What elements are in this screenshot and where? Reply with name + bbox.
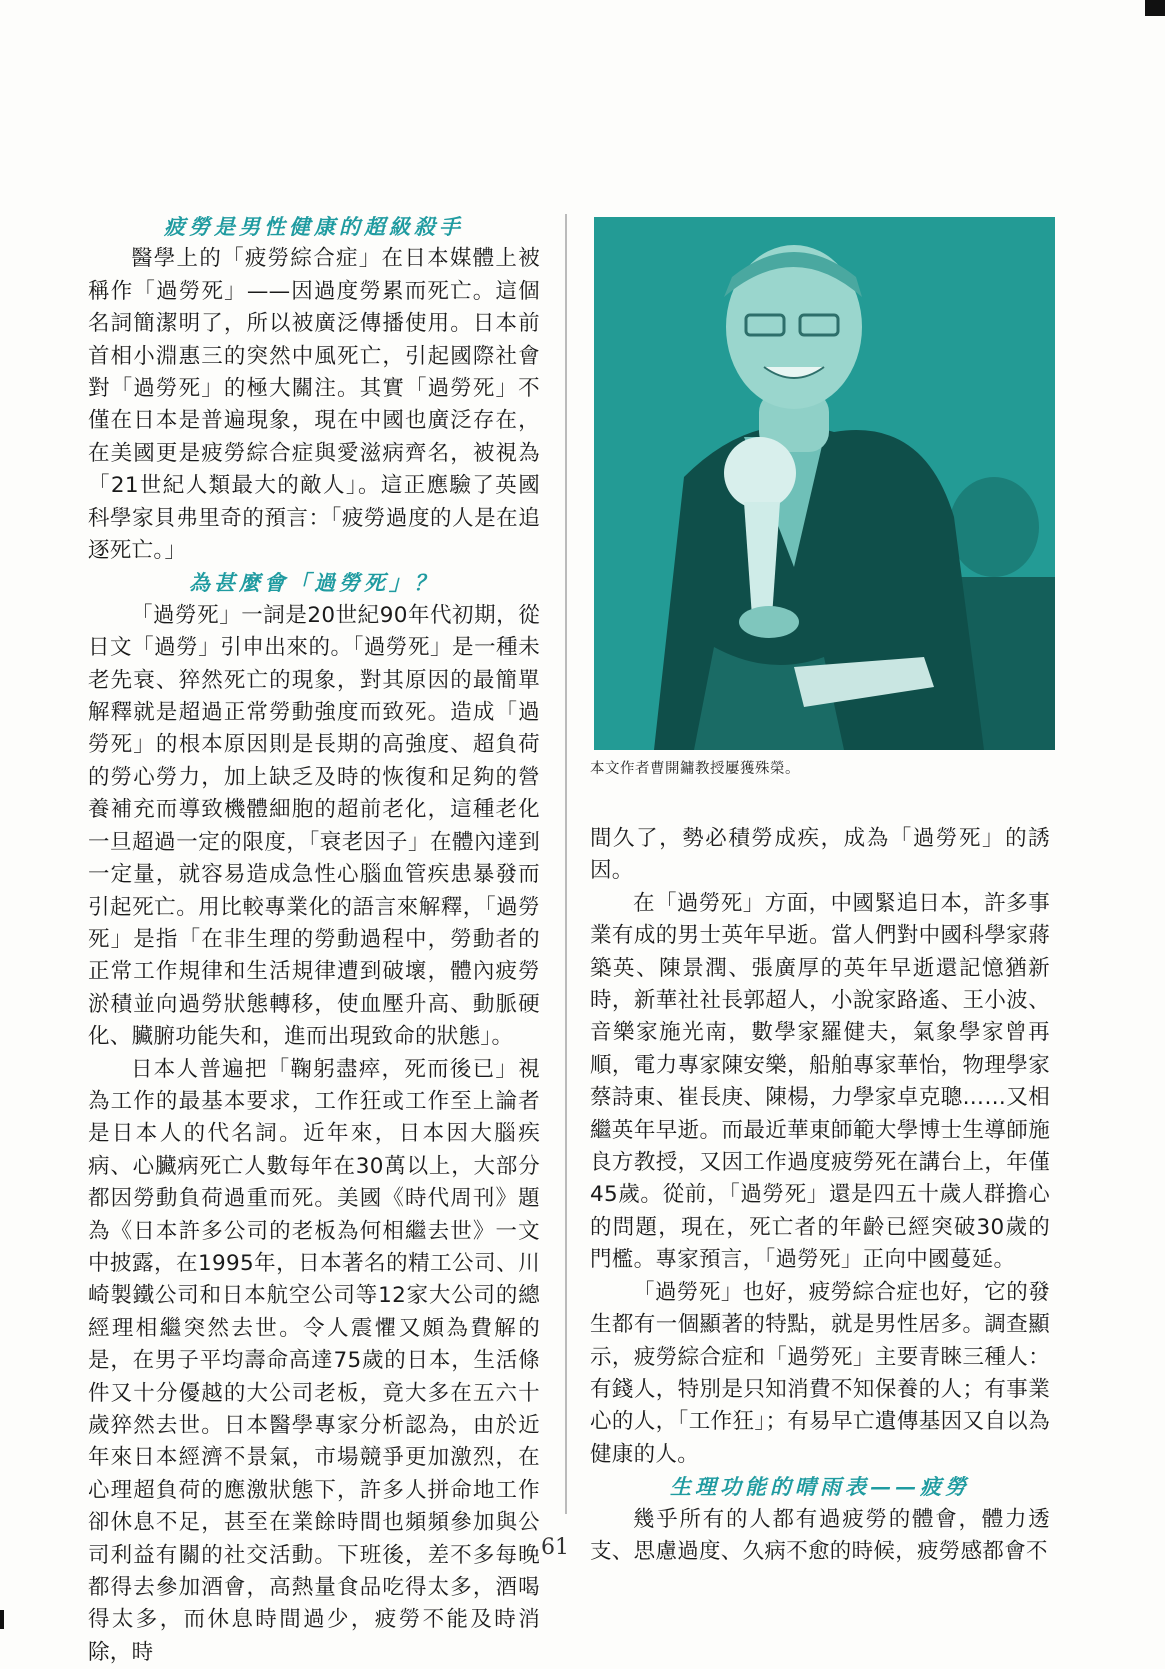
section-heading-why-karoshi: 為甚麼會「過勞死」？ xyxy=(189,570,439,596)
paragraph: 醫學上的「疲勞綜合症」在日本媒體上被稱作「過勞死」——因過度勞累而死亡。這個名詞簡潔明了，所以被廣泛傳播使用。日本前首相小淵惠三的突然中風死亡，引起國際社會對「過勞死」的極大關注。其實「過勞死」不僅在日本是普遍現象，現在中國也廣泛存在，在美國更是疲勞綜合症與愛滋病齊名，被視為「21世紀人類最大的敵人」。這正應驗了英國科學家貝弗里奇的預言：「疲勞過度的人是在追逐死亡。」 xyxy=(88,246,540,564)
article-left-column xyxy=(88,211,540,1669)
paragraph: 「過勞死」也好，疲勞綜合症也好，它的發生都有一個顯著的特點，就是男性居多。調查顯示，疲勞綜合症和「過勞死」主要青睞三種人：有錢人，特別是只知消費不知保養的人；有事業心的人，「工作狂」；有易早亡遺傳基因又自以為健康的人。 xyxy=(590,1279,1050,1467)
paragraph: 間久了，勢必積勞成疾，成為「過勞死」的誘因。 xyxy=(590,826,1050,884)
paragraph: 在「過勞死」方面，中國緊追日本，許多事業有成的男士英年早逝。當人們對中國科學家蔣築英、陳景潤、張廣厚的英年早逝還記憶猶新時，新華社社長郭超人，小說家路遙、王小波、音樂家施光南，數學家羅健夫，氣象學家曾再順，電力專家陳安樂，船舶專家華怡，物理學家蔡詩東、崔長庚、陳楊，力學家卓克聰……又相繼英年早逝。而最近華東師範大學博士生導師施良方教授，又因工作過度疲勞死在講台上，年僅45歲。從前，「過勞死」還是四五十歲人群擔心的問題，現在，死亡者的年齡已經突破30歲的門檻。專家預言，「過勞死」正向中國蔓延。 xyxy=(590,890,1050,1273)
section-heading-physiology-barometer: 生理功能的晴雨表——疲勞 xyxy=(670,1474,970,1500)
column-divider xyxy=(565,214,567,1514)
author-photo xyxy=(594,217,1055,750)
scan-edge-mark xyxy=(0,1610,4,1629)
paragraph: 「過勞死」一詞是20世紀90年代初期，從日文「過勞」引申出來的。「過勞死」是一種未老先衰、猝然死亡的現象，對其原因的最簡單解釋就是超過正常勞動強度而致死。造成「過勞死」的根本原因則是長期的高強度、超負荷的勞心勞力，加上缺乏及時的恢復和足夠的營養補充而導致機體細胞的超前老化，這種老化一旦超過一定的限度，「衰老因子」在體內達到一定量，就容易造成急性心腦血管疾患暴發而引起死亡。用比較專業化的語言來解釋，「過勞死」是指「在非生理的勞動過程中，勞動者的正常工作規律和生活規律遭到破壞，體內疲勞淤積並向過勞狀態轉移，使血壓升高、動脈硬化、臟腑功能失和，進而出現致命的狀態」。 xyxy=(88,602,540,1050)
scan-corner-mark xyxy=(1145,0,1165,16)
article-right-column xyxy=(590,823,1050,1568)
section-heading-fatigue-killer: 疲勞是男性健康的超級殺手 xyxy=(164,214,464,239)
paragraph: 幾乎所有的人都有過疲勞的體會，體力透支、思慮過度、久病不愈的時候，疲勞感都會不 xyxy=(590,1506,1050,1564)
paragraph: 日本人普遍把「鞠躬盡瘁，死而後已」視為工作的最基本要求，工作狂或工作至上論者是日本人的代名詞。近年來，日本因大腦疾病、心臟病死亡人數每年在30萬以上，大部分都因勞動負荷過重而死。美國《時代周刊》題為《日本許多公司的老板為何相繼去世》一文中披露，在1995年，日本著名的精工公司、川崎製鐵公司和日本航空公司等12家大公司的總經理相繼突然去世。令人震懼又頗為費解的是，在男子平均壽命高達75歲的日本，生活條件又十分優越的大公司老板，竟大多在五六十歲猝然去世。日本醫學專家分析認為，由於近年來日本經濟不景氣，市場競爭更加激烈，在心理超負荷的應激狀態下，許多人拼命地工作卻休息不足，甚至在業餘時間也頻頻參加與公司利益有關的社交活動。下班後，差不多每晚都得去參加酒會，高熱量食品吃得太多，酒喝得太多，而休息時間過少，疲勞不能及時消除，時 xyxy=(88,1056,540,1665)
page-number: 61 xyxy=(541,1535,569,1560)
photo-caption: 本文作者曹開鏞教授屢獲殊榮。 xyxy=(590,761,800,777)
